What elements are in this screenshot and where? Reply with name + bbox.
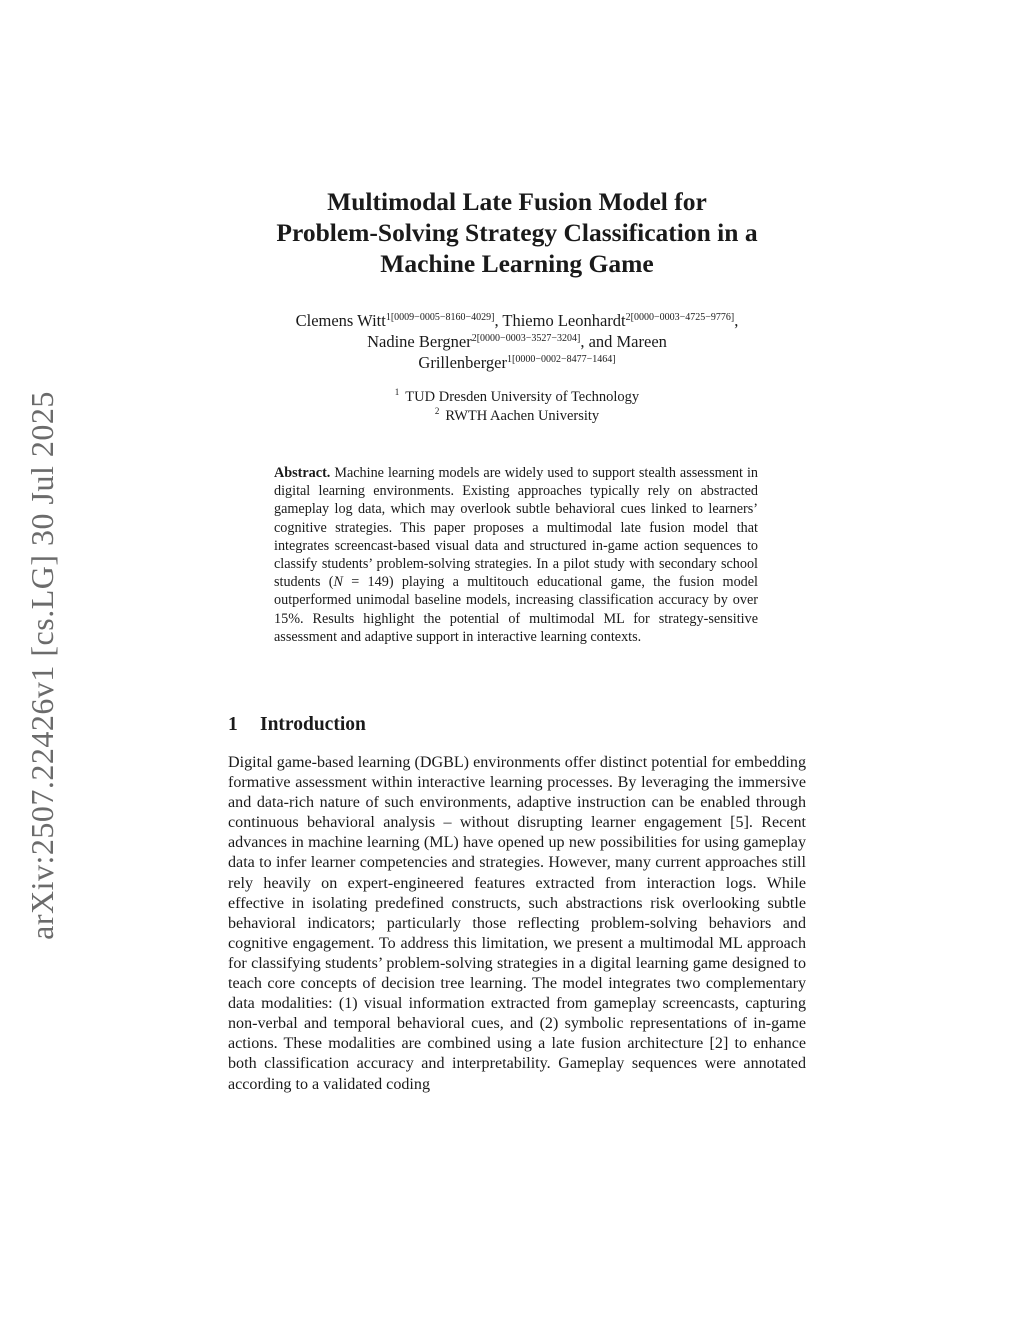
- abstract-text-continued: = 149) playing a multitouch educational game, the fusion model outperformed unimodal baseline models, increasing classification accuracy by over 15%. Results highlight the potential of multimodal ML for strategy-sensitive assessment and adaptive support in interactive learning contexts.: [274, 574, 758, 645]
- affiliation-name: TUD Dresden University of Technology: [405, 389, 640, 405]
- affiliation-list: [228, 388, 806, 426]
- author-orcid: 2[0000−0003−3527−3204]: [471, 333, 581, 344]
- section-number: 1: [228, 714, 238, 735]
- abstract-n-symbol: N: [333, 574, 343, 591]
- section-title: Introduction: [260, 714, 366, 735]
- author-list: [228, 310, 806, 373]
- author-orcid: 1[0000−0002−8477−1464]: [506, 354, 616, 365]
- paper-title: [228, 186, 806, 279]
- title-line: Machine Learning Game: [380, 249, 654, 278]
- title-line: Multimodal Late Fusion Model for: [327, 187, 707, 216]
- affiliation-number: 1: [394, 387, 400, 397]
- author-line: [228, 352, 806, 373]
- affiliation: [228, 388, 806, 407]
- arxiv-identifier: arXiv:2507.22426v1 [cs.LG] 30 Jul 2025: [23, 390, 60, 940]
- title-line: Problem-Solving Strategy Classification in a: [276, 218, 758, 247]
- author-orcid: 1[0009−0005−8160−4029]: [385, 312, 495, 323]
- section-heading: [228, 714, 806, 736]
- affiliation-name: RWTH Aachen University: [445, 408, 600, 424]
- author-orcid: 2[0000−0003−4725−9776]: [625, 312, 735, 323]
- abstract-label: Abstract.: [274, 465, 331, 481]
- author-name: Grillenberger: [418, 353, 507, 372]
- author-line: Nadine Bergner$^{2[0000-0003-3527-3204]}$, and Mareen: [367, 332, 667, 351]
- affiliation-number: 2: [434, 406, 440, 416]
- arxiv-sidebar-stamp: [22, 380, 62, 950]
- abstract-text: Machine learning models are widely used to support stealth assessment in digital learning environments. Existing approaches typically rely on abstracted gameplay log data, which may overlook subtle behavioral cues linked to learners’ cognitive strategies. This paper proposes a multimodal late fusion model that integrates screencast-based visual data and structured in-game action sequences to classify students’ problem-solving strategies. In a pilot study with secondary school students (: [274, 465, 758, 591]
- affiliation: [228, 407, 806, 426]
- abstract: [274, 464, 758, 646]
- author-name: Nadine Bergner: [367, 332, 472, 351]
- author-name: Thiemo Leonhardt: [502, 311, 626, 330]
- author-line: Clemens Witt$^{1[0009-0005-8160-4029]}$, Thiemo Leonhardt$^{2[0000-0003-4725-9776]}$,: [295, 311, 739, 330]
- introduction-paragraph: Digital game-based learning (DGBL) environments offer distinct potential for embedding formative assessment within interactive learning processes. By leveraging the immersive and data-rich nature of such environments, adaptive instruction can be enabled through continuous behavioral analysis – without disrupting learner engagement [5]. Recent advances in machine learning (ML) have opened up new possibilities for using gameplay data to infer learner competencies and strategies. However, many current approaches still rely heavily on expert-engineered features extracted from interaction logs. While effective in isolating predefined constructs, such abstractions risk overlooking subtle behavioral indicators; particularly those reflecting problem-solving behaviors and cognitive engagement. To address this limitation, we present a multimodal ML approach for classifying students’ problem-solving strategies in a digital learning game designed to teach core concepts of decision tree learning. The model integrates two complementary data modalities: (1) visual information extracted from gameplay screencasts, capturing non-verbal and temporal behavioral cues, and (2) symbolic representations of in-game actions. These modalities are combined using a late fusion architecture [2] to enhance both classification accuracy and interpretability. Gameplay sequences were annotated according to a validated coding: [228, 754, 806, 1093]
- author-name: Clemens Witt: [295, 311, 386, 330]
- author-name: and Mareen: [588, 332, 667, 351]
